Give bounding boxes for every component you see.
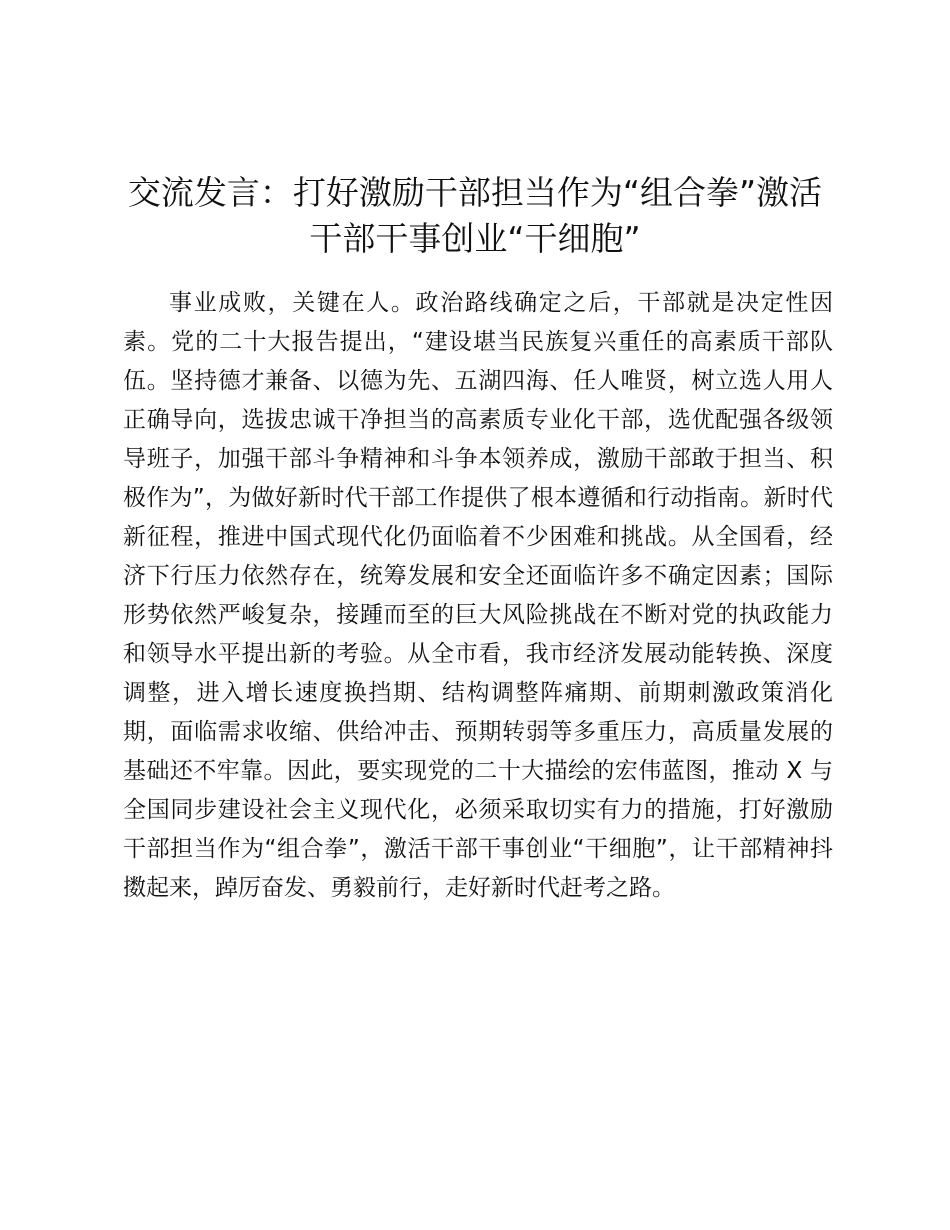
document-title: 交流发言：打好激励干部担当作为“组合拳”激活干部干事创业“干细胞”: [127, 173, 823, 258]
body-paragraph: 事业成败，关键在人。政治路线确定之后，干部就是决定性因素。党的二十大报告提出，“建设堪当民族复兴重任的高素质干部队伍。坚持德才兼备、以德为先、五湖四海、任人唯贤，树立选人用人正确导向，选拔忠诚干净担当的高素质专业化干部，选优配强各级领导班子，加强干部斗争精神和斗争本领养成，激励干部敢于担当、积极作为”，为做好新时代干部工作提供了根本遵循和行动指南。新时代新征程，推进中国式现代化仍面临着不少困难和挑战。从全国看，经济下行压力依然存在，统筹发展和安全还面临许多不确定因素；国际形势依然严峻复杂，接踵而至的巨大风险挑战在不断对党的执政能力和领导水平提出新的考验。从全市看，我市经济发展动能转换、深度调整，进入增长速度换挡期、结构调整阵痛期、前期刺激政策消化期，面临需求收缩、供给冲击、预期转弱等多重压力，高质量发展的基础还不牢靠。因此，要实现党的二十大描绘的宏伟蓝图，推动 X 与全国同步建设社会主义现代化，必须采取切实有力的措施，打好激励干部担当作为“组合拳”，激活干部干事创业“干细胞”，让干部精神抖擞起来，踔厉奋发、勇毅前行，走好新时代赶考之路。: [123, 290, 833, 901]
